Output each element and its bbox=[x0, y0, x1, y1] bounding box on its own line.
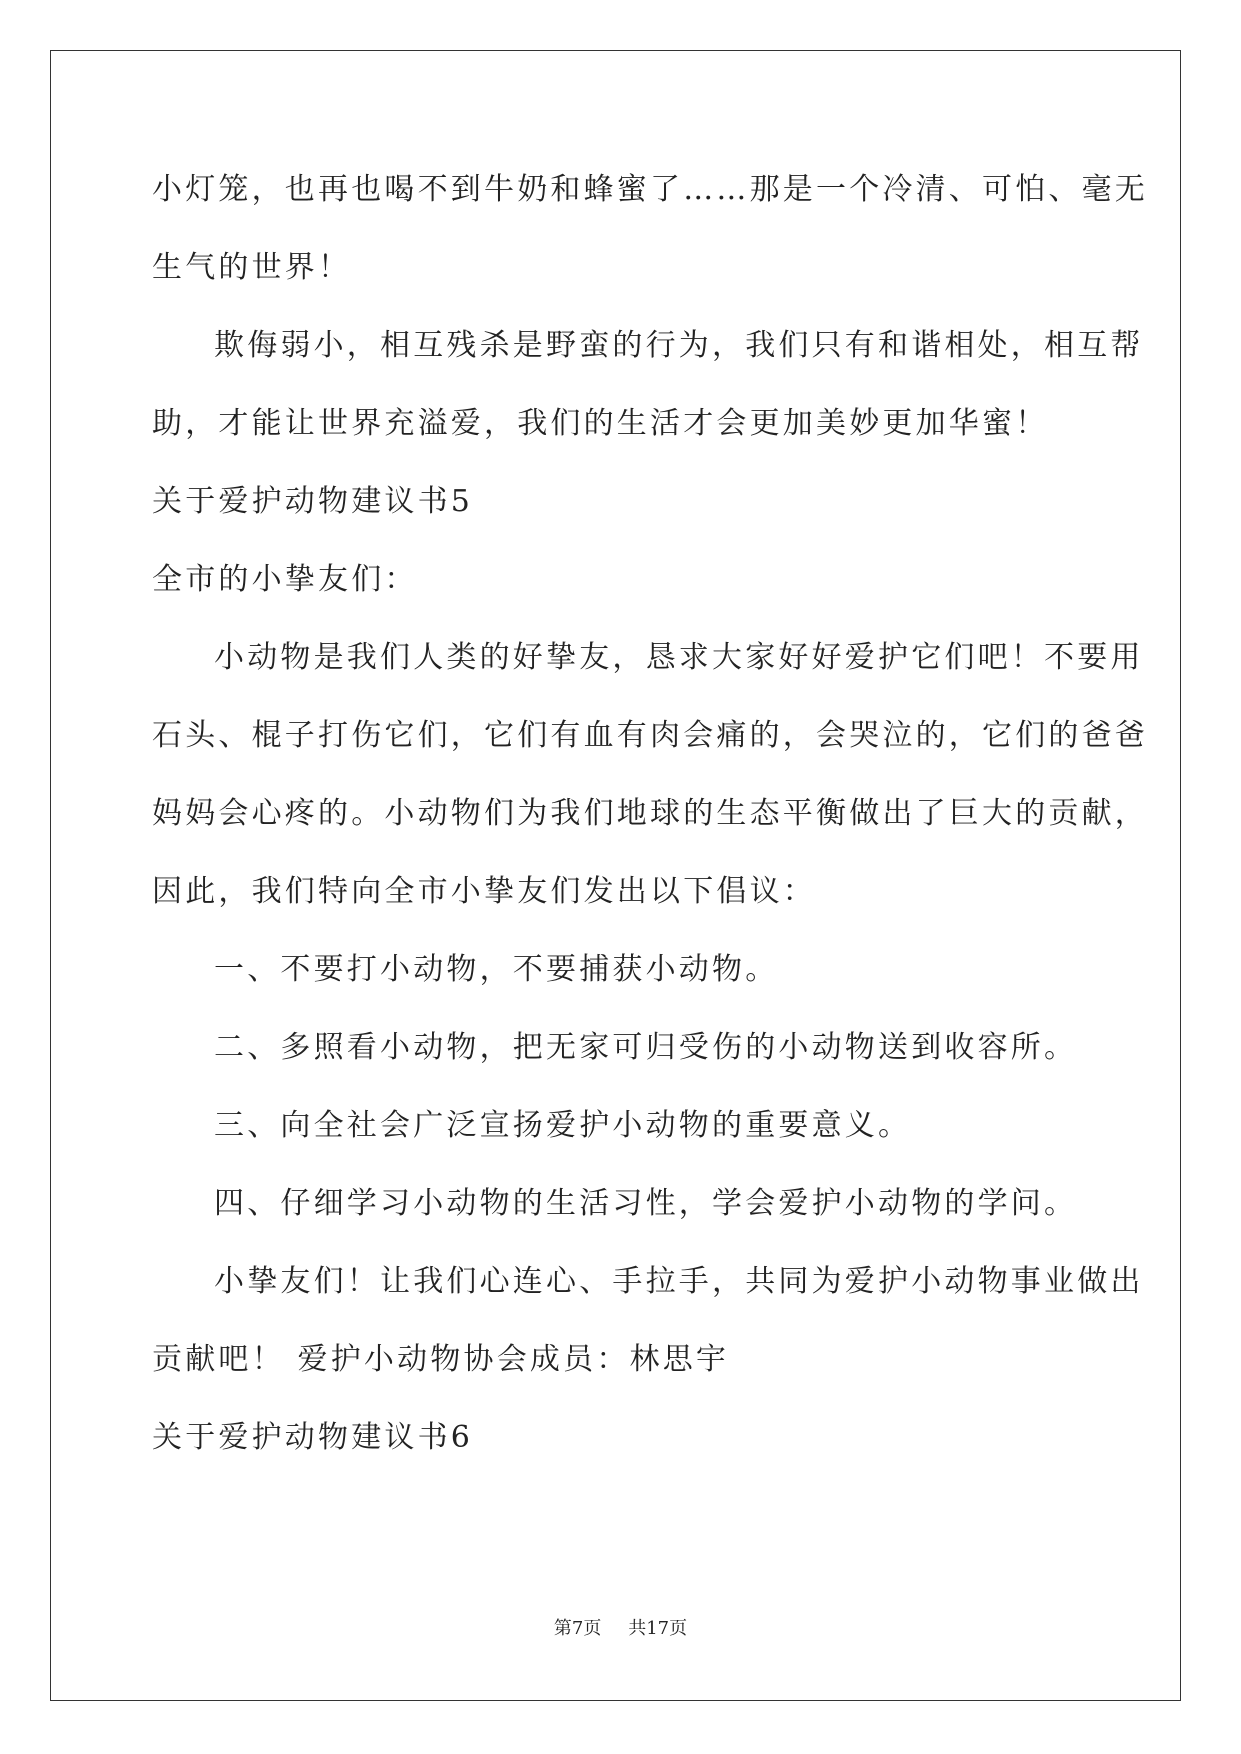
proposal-item: 三、向全社会广泛宣扬爱护小动物的重要意义。 bbox=[214, 1108, 912, 1143]
paragraph-line: 生气的世界！ bbox=[152, 250, 352, 285]
paragraph-line: 小灯笼，也再也喝不到牛奶和蜂蜜了……那是一个冷清、可怕、毫无 bbox=[152, 172, 1148, 207]
salutation: 全市的小挚友们： bbox=[152, 562, 418, 597]
paragraph-line: 助，才能让世界充溢爱，我们的生活才会更加美妙更加华蜜！ bbox=[152, 406, 1049, 441]
section-heading: 关于爱护动物建议书6 bbox=[152, 1420, 474, 1455]
paragraph-line: 妈妈会心疼的。小动物们为我们地球的生态平衡做出了巨大的贡献， bbox=[152, 796, 1148, 831]
proposal-item: 一、不要打小动物，不要捕获小动物。 bbox=[214, 952, 779, 987]
proposal-item: 四、仔细学习小动物的生活习性，学会爱护小动物的学问。 bbox=[214, 1186, 1078, 1221]
section-heading: 关于爱护动物建议书5 bbox=[152, 484, 474, 519]
page-footer bbox=[0, 1614, 1241, 1640]
page-total: 共17页 bbox=[628, 1618, 688, 1639]
signature-line: 贡献吧！ 爱护小动物协会成员：林思宇 bbox=[152, 1342, 730, 1377]
paragraph-line: 小挚友们！让我们心连心、手拉手，共同为爱护小动物事业做出 bbox=[214, 1264, 1144, 1299]
proposal-item: 二、多照看小动物，把无家可归受伤的小动物送到收容所。 bbox=[214, 1030, 1078, 1065]
page-number: 第7页 bbox=[553, 1618, 602, 1639]
paragraph-line: 石头、棍子打伤它们，它们有血有肉会痛的，会哭泣的，它们的爸爸 bbox=[152, 718, 1148, 753]
paragraph-line: 小动物是我们人类的好挚友，恳求大家好好爱护它们吧！不要用 bbox=[214, 640, 1144, 675]
paragraph-line: 欺侮弱小，相互残杀是野蛮的行为，我们只有和谐相处，相互帮 bbox=[214, 328, 1144, 363]
paragraph-line: 因此，我们特向全市小挚友们发出以下倡议： bbox=[152, 874, 816, 909]
